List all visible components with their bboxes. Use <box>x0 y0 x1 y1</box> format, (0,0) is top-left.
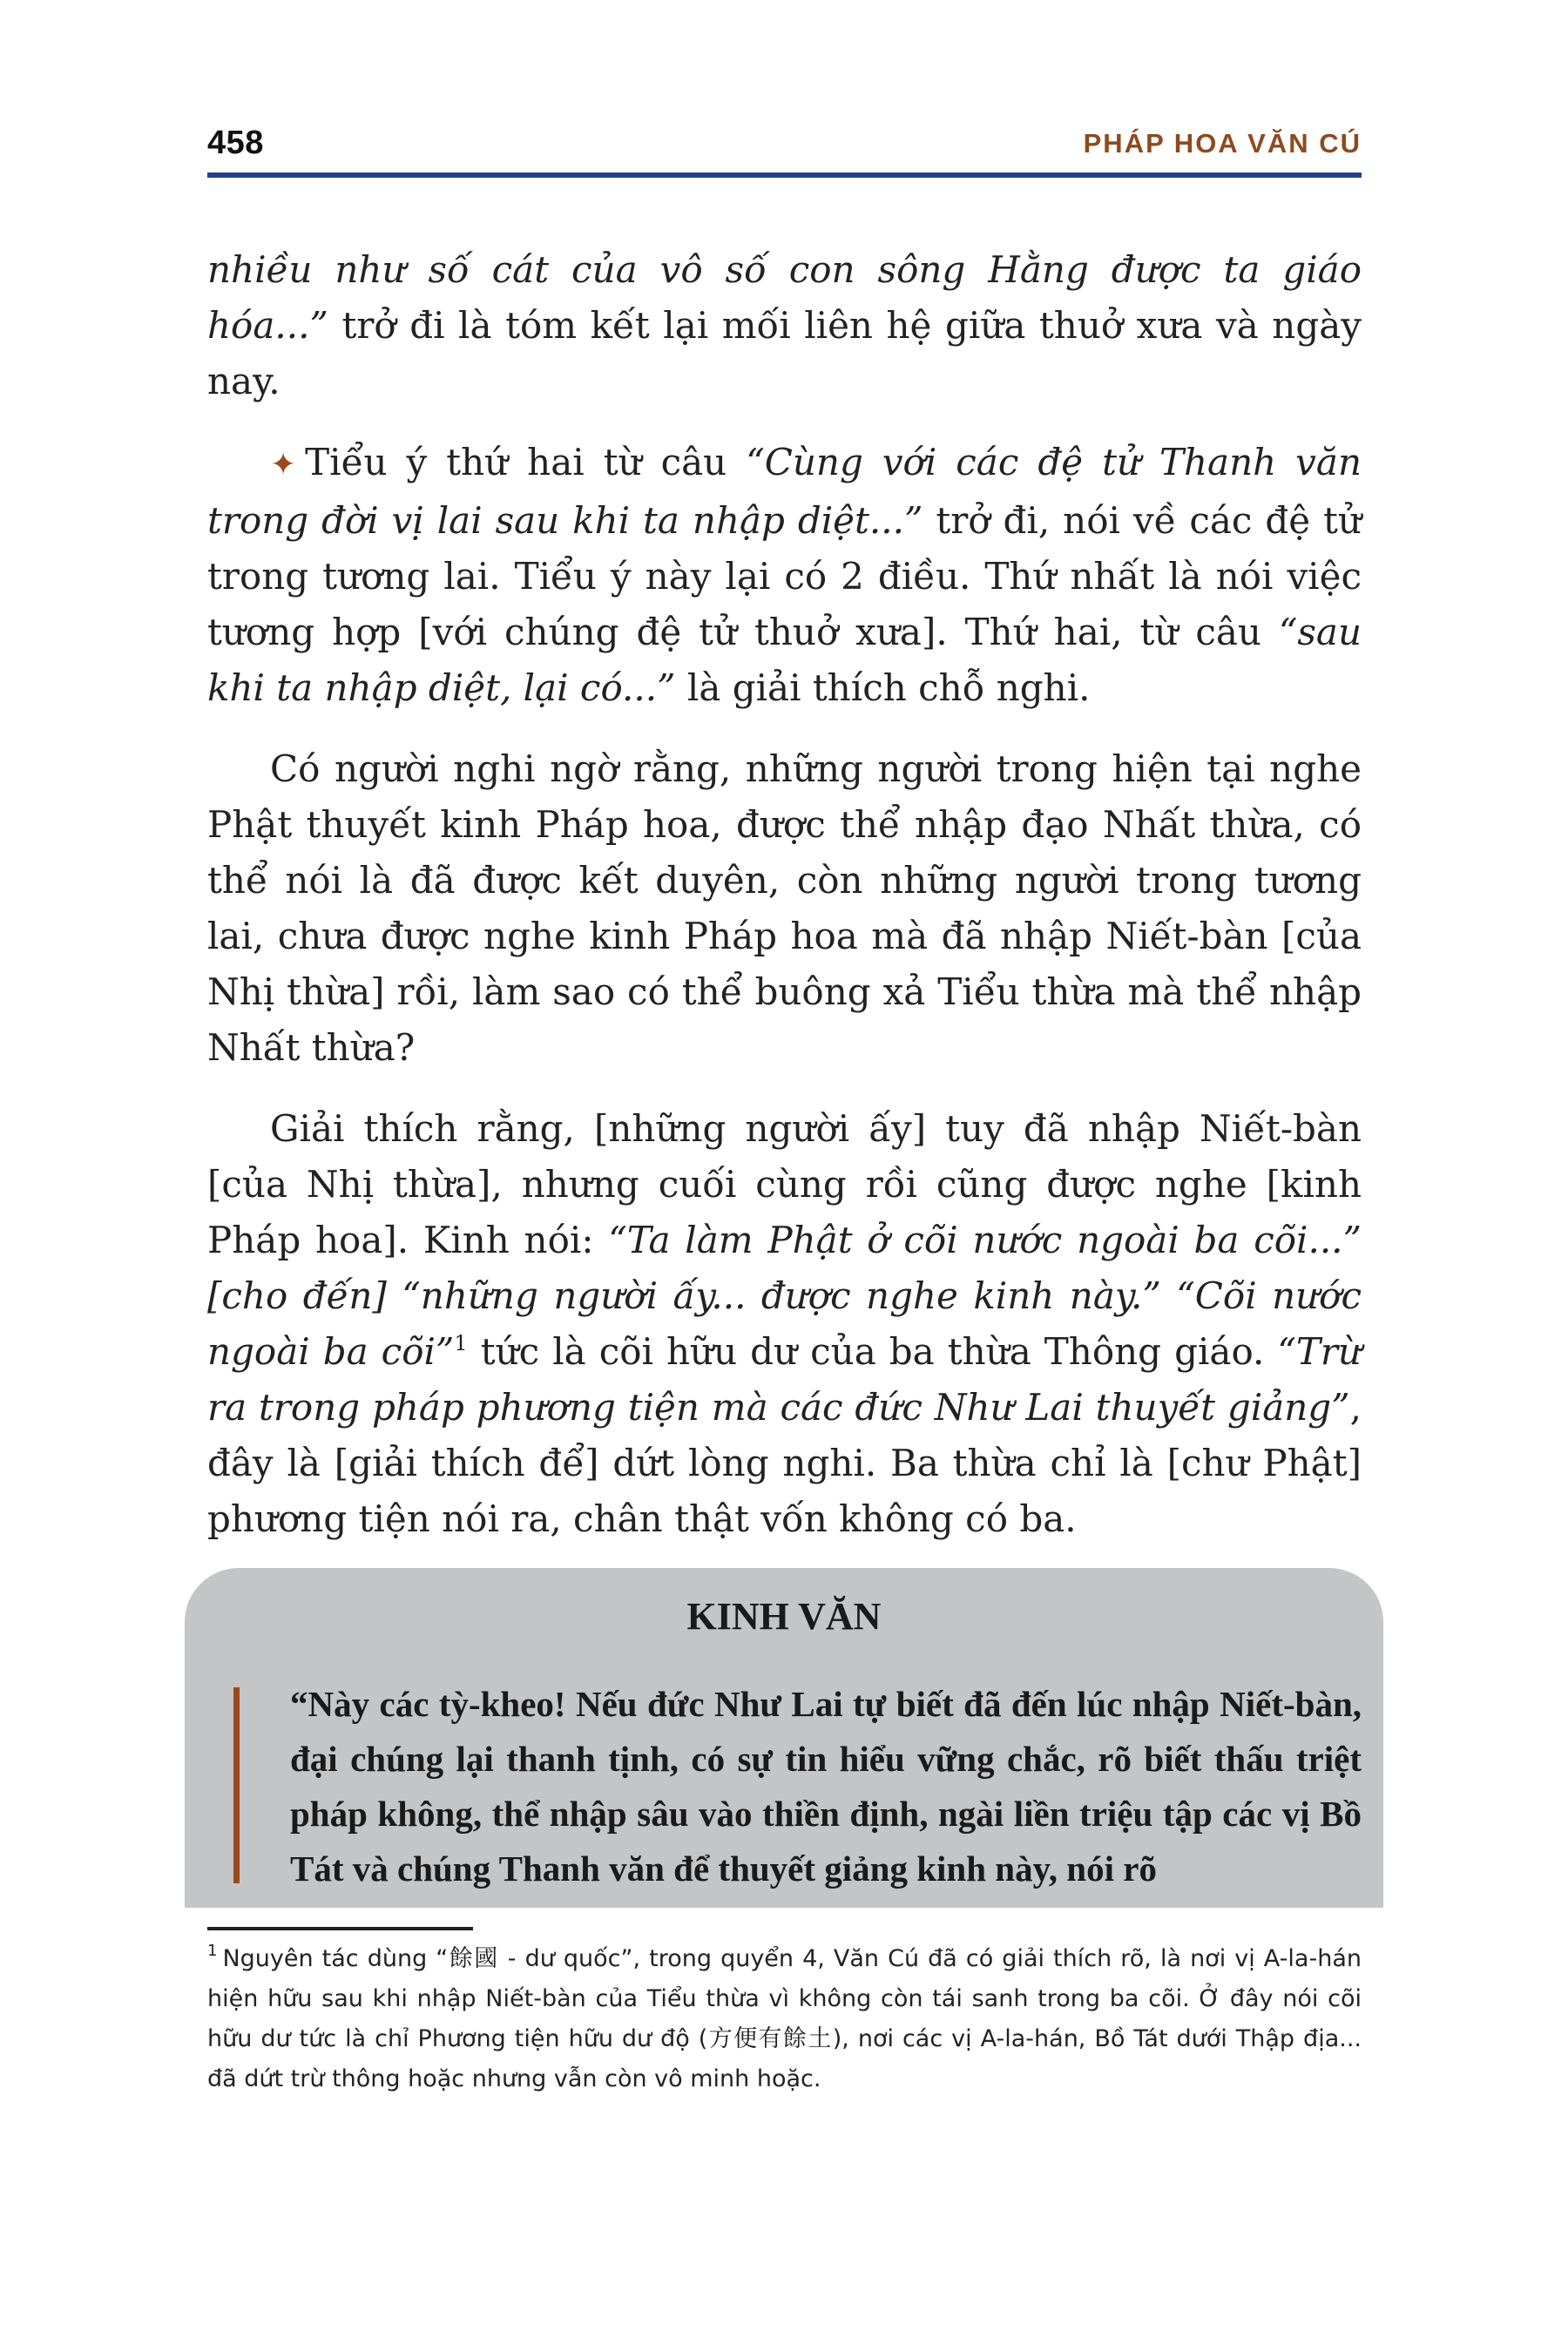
quote-text: nhiều như số cát của vô số con sông Hằng được ta giáo hóa...” <box>207 248 1362 347</box>
page-number: 458 <box>207 125 264 161</box>
paragraph-text: là giải thích chỗ nghi. <box>675 666 1091 709</box>
footnote-number: 1 <box>207 1942 218 1960</box>
scripture-quote: “Này các tỳ-kheo! Nếu đức Như Lai tự biết đã đến lúc nhập Niết-bàn, đại chúng lại thanh tịnh, có sự tin hiểu vững chắc, rõ biết thấu triệt pháp không, thể nhập sâu vào thiền định, ngài liền triệu tập các vị Bồ Tát và chúng Thanh văn để thuyết giảng kinh này, nói rõ <box>290 1684 1362 1889</box>
main-text <box>207 242 1362 1572</box>
paragraph-text: trở đi là tóm kết lại mối liên hệ giữa thuở xưa và ngày nay. <box>207 304 1362 402</box>
quote-text: “Ta làm Phật ở cõi nước ngoài ba cõi...” [cho đến] “những người ấy... được nghe kinh này.” “Cõi nước ngoài ba cõi” <box>207 1219 1362 1373</box>
book-title: PHÁP HOA VĂN CÚ <box>1083 128 1362 159</box>
footnote-rule <box>207 1927 473 1930</box>
quote-bar <box>233 1687 240 1883</box>
paragraph-text: tức là cõi hữu dư của ba thừa Thông giáo. <box>467 1330 1278 1373</box>
paragraph-text: Tiểu ý thứ hai từ câu <box>305 441 747 483</box>
footnote <box>207 1939 1362 2099</box>
footnote-reference[interactable]: 1 <box>454 1331 468 1355</box>
paragraph-1 <box>207 242 1362 409</box>
quote-text: “sau khi ta nhập diệt, lại có...” <box>207 611 1362 709</box>
scripture-box <box>185 1568 1383 1908</box>
paragraph-text: , đây là [giải thích để] dứt lòng nghi. Ba thừa chỉ là [chư Phật] phương tiện nói ra, chân thật vốn không có ba. <box>207 1386 1362 1540</box>
paragraph-3: Có người nghi ngờ rằng, những người trong hiện tại nghe Phật thuyết kinh Pháp hoa, được thể nhập đạo Nhất thừa, có thể nói là đã được kết duyên, còn những người trong tương lai, chưa được nghe kinh Pháp hoa mà đã nhập Niết-bàn [của Nhị thừa] rồi, làm sao có thể buông xả Tiểu thừa mà thể nhập Nhất thừa? <box>207 747 1362 1069</box>
paragraph-text: Giải thích rằng, [những người ấy] tuy đã nhập Niết-bàn [của Nhị thừa], nhưng cuối cùng rồi cũng được nghe [kinh Pháp hoa]. Kinh nói: <box>207 1107 1362 1261</box>
paragraph-2 <box>207 435 1362 716</box>
paragraph-text: trở đi, nói về các đệ tử trong tương lai. Tiểu ý này lại có 2 điều. Thứ nhất là nói việc tương hợp [với chúng đệ tử thuở xưa]. Thứ hai, từ câu <box>207 499 1362 653</box>
running-header <box>207 125 1362 168</box>
four-point-star-icon: ✦ <box>270 447 297 483</box>
header-rule <box>207 172 1362 178</box>
scripture-box-title: KINH VĂN <box>686 1595 882 1638</box>
quote-text: “Trừ ra trong pháp phương tiện mà các đức Như Lai thuyết giảng” <box>207 1330 1362 1429</box>
quote-text: “Cùng với các đệ tử Thanh văn trong đời vị lai sau khi ta nhập diệt...” <box>207 441 1362 542</box>
paragraph-4 <box>207 1101 1362 1547</box>
footnote-text: Nguyên tác dùng “餘國 - dư quốc”, trong quyển 4, Văn Cú đã có giải thích rõ, là nơi vị A-la-hán hiện hữu sau khi nhập Niết-bàn của Tiểu thừa vì không còn tái sanh trong ba cõi. Ở đây nói cõi hữu dư tức là chỉ Phương tiện hữu dư độ (方便有餘土), nơi các vị A-la-hán, Bồ Tát dưới Thập địa... đã dứt trừ thông hoặc nhưng vẫn còn vô minh hoặc. <box>207 1945 1362 2092</box>
